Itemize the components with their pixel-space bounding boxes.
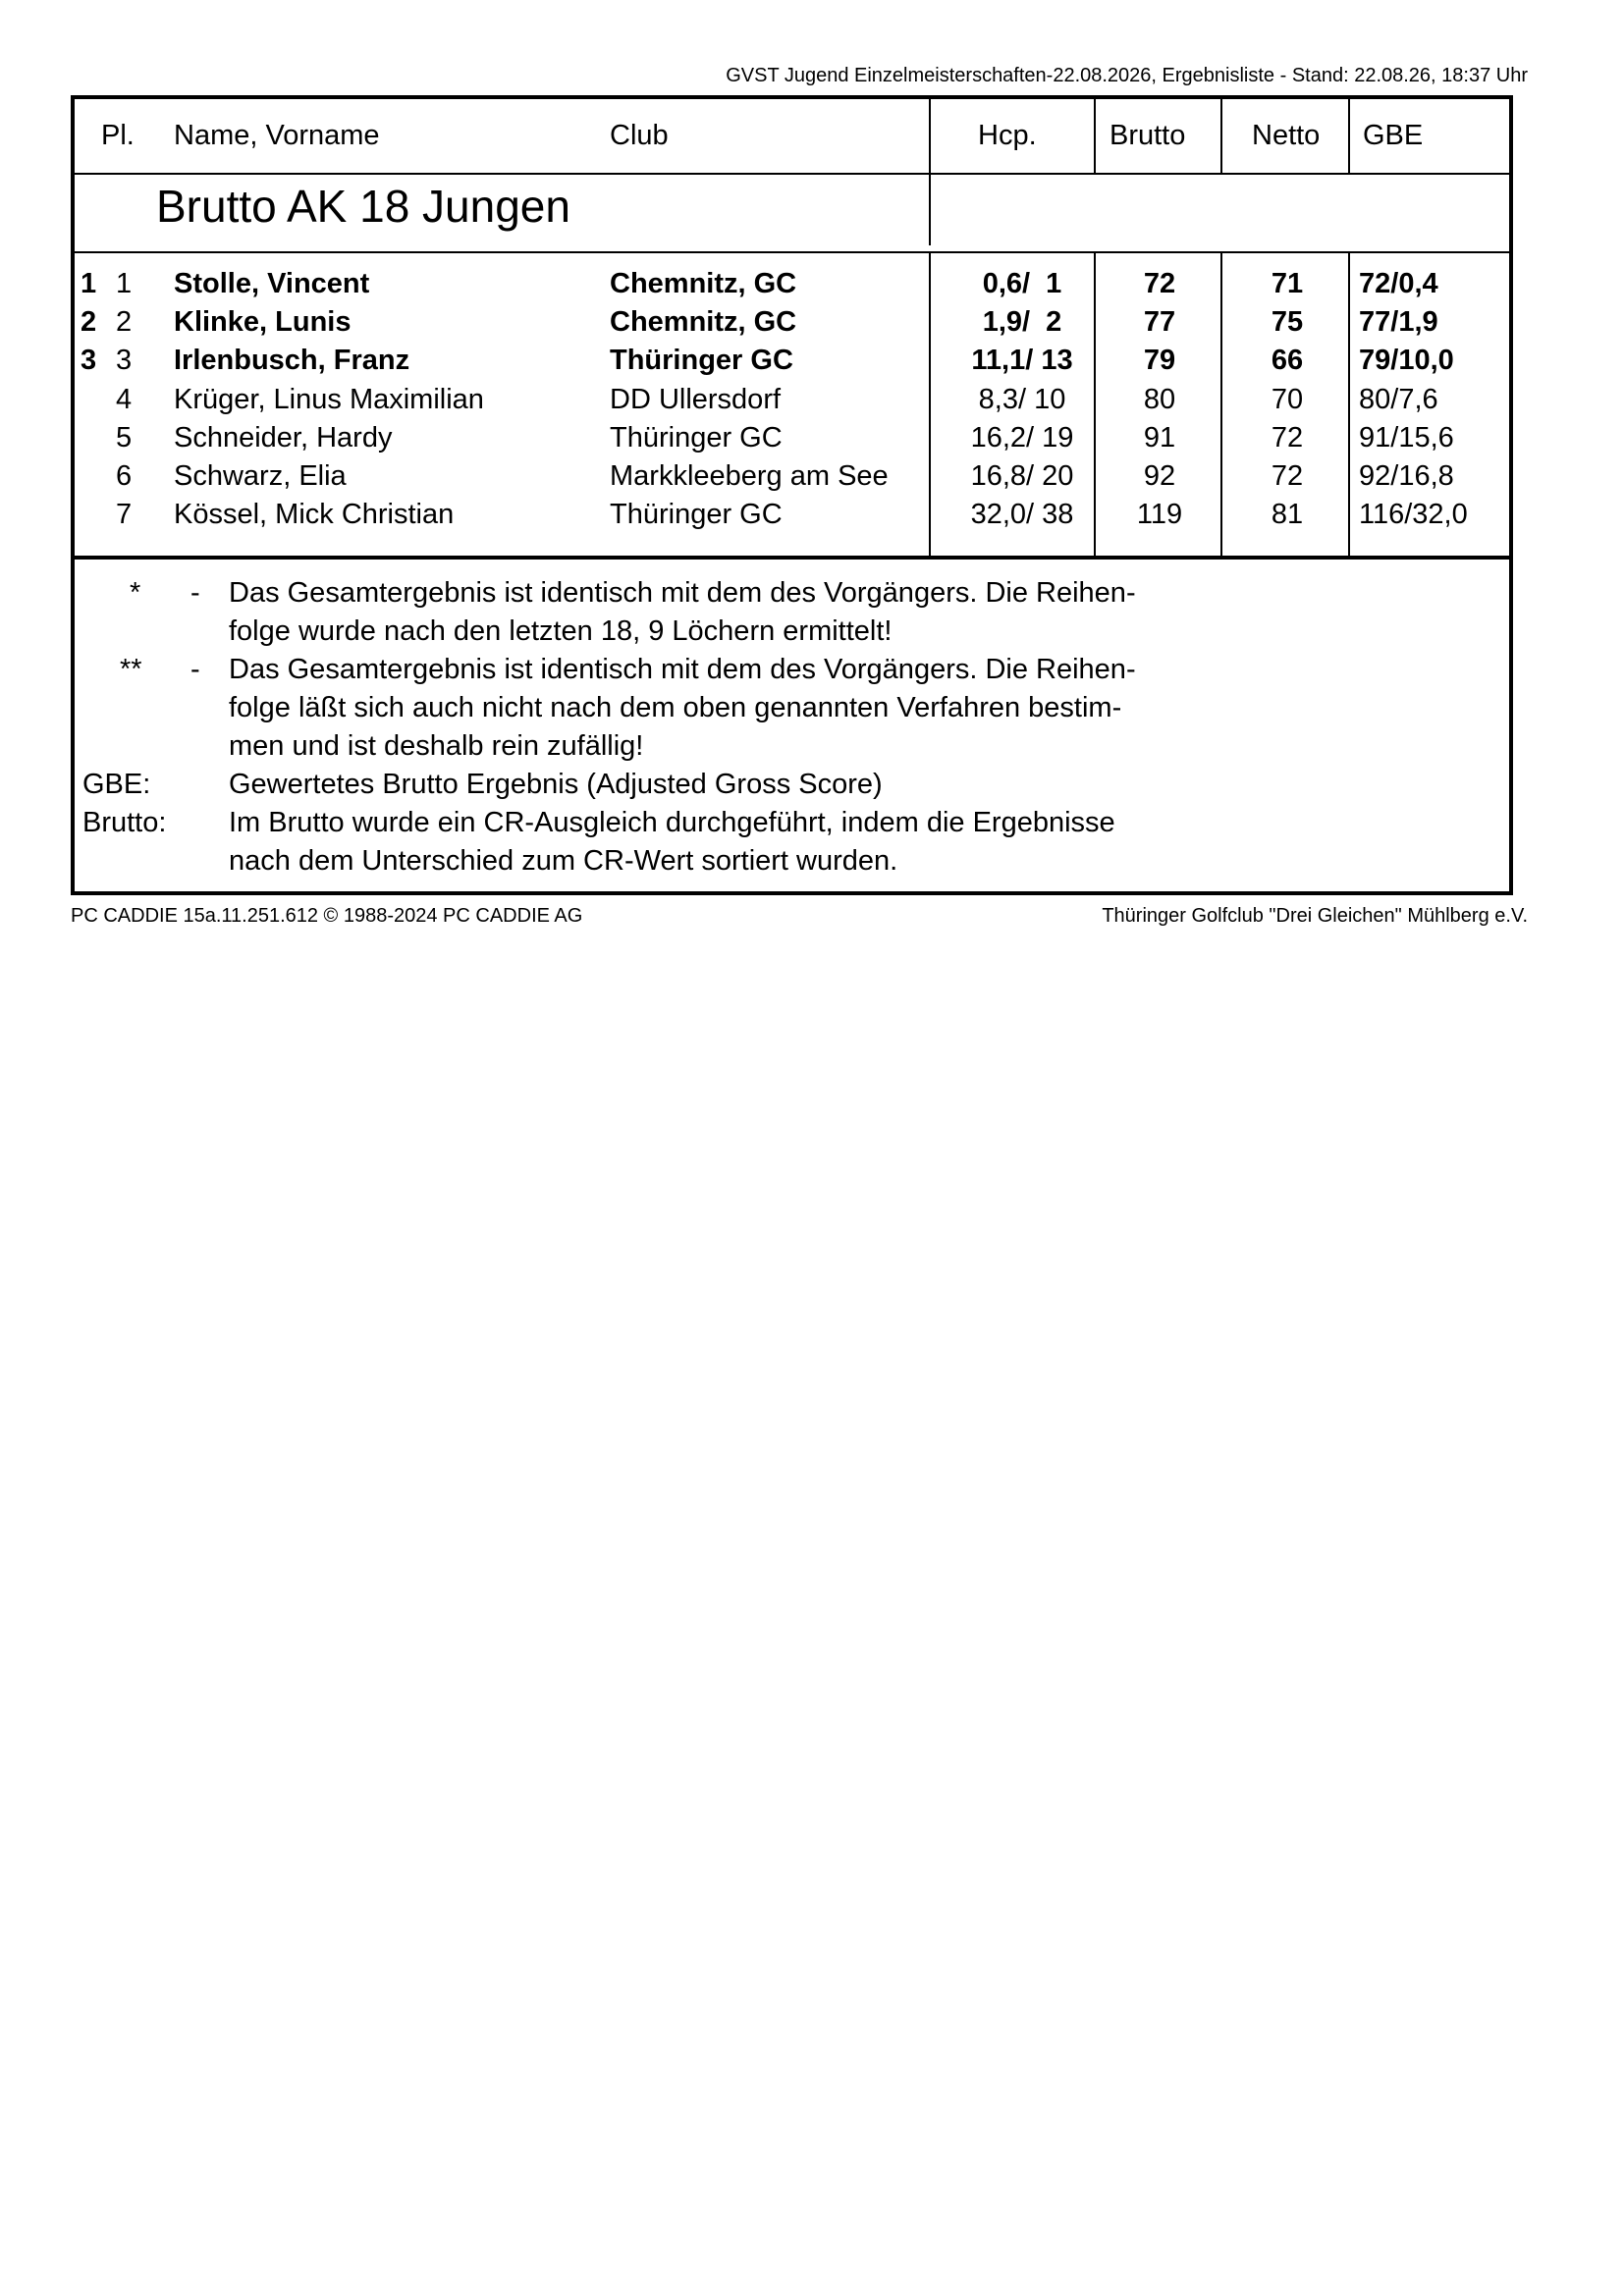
column-divider-brutto <box>1094 99 1096 173</box>
hcp-cell: 16,8/ 20 <box>970 460 1074 492</box>
footnote-double-star-line3: men und ist deshalb rein zufällig! <box>229 730 644 762</box>
table-row <box>75 345 1509 383</box>
gbe-cell: 77/1,9 <box>1359 306 1438 338</box>
netto-cell: 75 <box>1271 306 1304 338</box>
column-divider-hcp <box>929 99 931 245</box>
hcp-cell: 1,9/ 2 <box>982 306 1062 338</box>
netto-cell: 81 <box>1271 499 1304 530</box>
footnote-gbe-text: Gewertetes Brutto Ergebnis (Adjusted Gross Score) <box>229 769 883 800</box>
column-header-club: Club <box>610 120 669 151</box>
netto-cell: 72 <box>1271 422 1304 454</box>
brutto-cell: 80 <box>1143 384 1176 415</box>
section-title: Brutto AK 18 Jungen <box>156 181 570 232</box>
results-table <box>71 95 1513 895</box>
gbe-cell: 91/15,6 <box>1359 422 1454 454</box>
footnote-gbe-label: GBE: <box>82 769 151 800</box>
name-cell: Schneider, Hardy <box>174 422 393 454</box>
column-header-netto: Netto <box>1252 120 1321 151</box>
position-cell: 2 <box>116 306 133 338</box>
gbe-cell: 79/10,0 <box>1359 345 1454 376</box>
hcp-cell: 0,6/ 1 <box>982 268 1062 299</box>
gbe-cell: 92/16,8 <box>1359 460 1454 492</box>
name-cell: Klinke, Lunis <box>174 306 352 338</box>
table-row <box>75 306 1509 345</box>
netto-cell: 71 <box>1271 268 1304 299</box>
netto-cell: 72 <box>1271 460 1304 492</box>
position-cell: 5 <box>116 422 133 454</box>
footnote-star-line2: folge wurde nach den letzten 18, 9 Löchern ermittelt! <box>229 615 893 647</box>
footnote-double-star-line1: Das Gesamtergebnis ist identisch mit dem des Vorgängers. Die Reihen- <box>229 654 1136 685</box>
rank-cell: 1 <box>81 268 97 299</box>
brutto-cell: 79 <box>1143 345 1176 376</box>
name-cell: Irlenbusch, Franz <box>174 345 410 376</box>
footer-software-credit: PC CADDIE 15a.11.251.612 © 1988-2024 PC CADDIE AG <box>71 905 583 927</box>
netto-cell: 66 <box>1271 345 1304 376</box>
name-cell: Stolle, Vincent <box>174 268 370 299</box>
netto-cell: 70 <box>1271 384 1304 415</box>
name-cell: Kössel, Mick Christian <box>174 499 455 530</box>
footnote-brutto-label: Brutto: <box>82 807 167 838</box>
club-cell: Markkleeberg am See <box>610 460 889 492</box>
rank-cell: 2 <box>81 306 97 338</box>
name-cell: Krüger, Linus Maximilian <box>174 384 484 415</box>
gbe-cell: 80/7,6 <box>1359 384 1438 415</box>
hcp-cell: 8,3/ 10 <box>978 384 1066 415</box>
club-cell: DD Ullersdorf <box>610 384 782 415</box>
club-cell: Thüringer GC <box>610 345 793 376</box>
table-row <box>75 422 1509 460</box>
club-cell: Chemnitz, GC <box>610 306 797 338</box>
column-divider-gbe <box>1348 99 1350 173</box>
rank-cell: 3 <box>81 345 97 376</box>
table-row <box>75 460 1509 499</box>
header-divider <box>75 173 1509 175</box>
table-row <box>75 499 1509 537</box>
table-row <box>75 384 1509 422</box>
footnote-brutto-line1: Im Brutto wurde ein CR-Ausgleich durchgeführt, indem die Ergebnisse <box>229 807 1115 838</box>
brutto-cell: 119 <box>1136 499 1183 530</box>
column-header-name: Name, Vorname <box>174 120 380 151</box>
position-cell: 1 <box>116 268 133 299</box>
position-cell: 3 <box>116 345 133 376</box>
footnote-star-line1: Das Gesamtergebnis ist identisch mit dem des Vorgängers. Die Reihen- <box>229 577 1136 609</box>
brutto-cell: 77 <box>1143 306 1176 338</box>
brutto-cell: 92 <box>1143 460 1176 492</box>
gbe-cell: 116/32,0 <box>1359 499 1468 530</box>
footnote-brutto-line2: nach dem Unterschied zum CR-Wert sortiert wurden. <box>229 845 898 877</box>
footnote-double-star-mark: ** <box>120 654 142 685</box>
document-header-line: GVST Jugend Einzelmeisterschaften-22.08.2026, Ergebnisliste - Stand: 22.08.26, 18:37 Uhr <box>726 65 1528 86</box>
hcp-cell: 16,2/ 19 <box>970 422 1074 454</box>
club-cell: Thüringer GC <box>610 499 783 530</box>
footnote-star-dash: - <box>190 577 200 609</box>
hcp-cell: 32,0/ 38 <box>970 499 1074 530</box>
position-cell: 6 <box>116 460 133 492</box>
hcp-cell: 11,1/ 13 <box>971 345 1073 376</box>
column-header-pl: Pl. <box>101 120 135 151</box>
footer-club-name: Thüringer Golfclub "Drei Gleichen" Mühlberg e.V. <box>1102 905 1528 927</box>
gbe-cell: 72/0,4 <box>1359 268 1438 299</box>
position-cell: 7 <box>116 499 133 530</box>
table-row <box>75 268 1509 306</box>
brutto-cell: 72 <box>1143 268 1176 299</box>
results-divider <box>75 556 1509 560</box>
column-divider-netto <box>1220 99 1222 173</box>
column-header-gbe: GBE <box>1363 120 1424 151</box>
brutto-cell: 91 <box>1143 422 1176 454</box>
name-cell: Schwarz, Elia <box>174 460 347 492</box>
footnote-star-mark: * <box>130 577 141 609</box>
club-cell: Thüringer GC <box>610 422 783 454</box>
position-cell: 4 <box>116 384 133 415</box>
column-header-brutto: Brutto <box>1110 120 1186 151</box>
column-header-hcp: Hcp. <box>978 120 1037 151</box>
footnote-double-star-line2: folge läßt sich auch nicht nach dem oben genannten Verfahren bestim- <box>229 692 1122 723</box>
club-cell: Chemnitz, GC <box>610 268 797 299</box>
section-divider <box>75 251 1509 253</box>
footnote-double-star-dash: - <box>190 654 200 685</box>
